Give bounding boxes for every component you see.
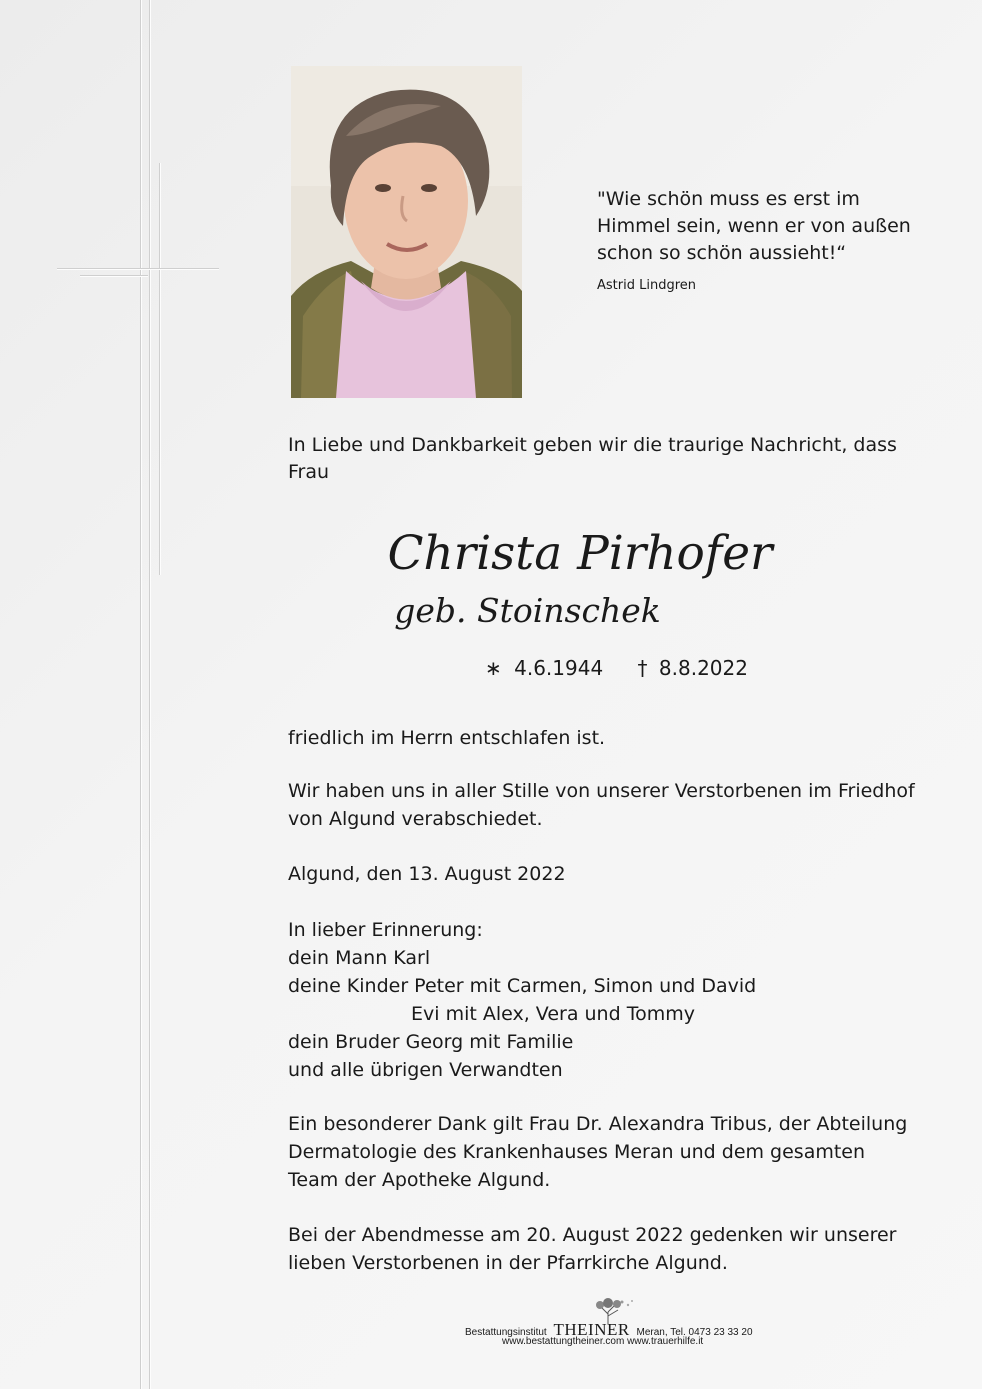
footer-web: www.bestattungtheiner.com www.trauerhilfe.it <box>502 1336 704 1347</box>
quote-author: Astrid Lindgren <box>597 278 696 293</box>
footer-contact: Meran, Tel. 0473 23 33 20 <box>636 1327 753 1338</box>
portrait-photo <box>291 66 522 398</box>
quote-line: schon so schön aussieht!“ <box>597 242 847 264</box>
intro-line: In Liebe und Dankbarkeit geben wir die traurige Nachricht, dass <box>288 434 897 456</box>
paragraph-line: lieben Verstorbenen in der Pfarrkirche Algund. <box>288 1252 728 1274</box>
birth-date: 4.6.1944 <box>514 656 604 680</box>
passed-text: friedlich im Herrn entschlafen ist. <box>288 727 606 749</box>
memory-heading: In lieber Erinnerung: <box>288 919 483 941</box>
deceased-name: Christa Pirhofer <box>387 526 773 581</box>
quote-line: "Wie schön muss es erst im <box>597 188 860 210</box>
paragraph-line: Wir haben uns in aller Stille von unserer Verstorbenen im Friedhof <box>288 780 915 802</box>
intro-text <box>288 432 928 486</box>
paragraph-line: Dermatologie des Krankenhauses Meran und dem gesamten <box>288 1141 866 1163</box>
thanks-paragraph <box>288 1110 938 1194</box>
asterisk-icon: ∗ <box>485 656 502 680</box>
intro-line: Frau <box>288 461 330 483</box>
mourner-line: dein Bruder Georg mit Familie <box>288 1031 574 1053</box>
mourner-line: deine Kinder Peter mit Carmen, Simon und David <box>288 975 757 997</box>
paragraph-line: von Algund verabschiedet. <box>288 808 543 830</box>
footer-brand: THEINER <box>553 1320 630 1339</box>
mourner-line: und alle übrigen Verwandten <box>288 1059 563 1081</box>
farewell-paragraph <box>288 777 938 833</box>
death-date: 8.8.2022 <box>658 656 748 680</box>
mourner-line: Evi mit Alex, Vera und Tommy <box>411 1003 695 1025</box>
mass-paragraph <box>288 1221 938 1277</box>
life-dates <box>485 655 748 681</box>
paragraph-line: Bei der Abendmesse am 20. August 2022 gedenken wir unserer <box>288 1224 897 1246</box>
paragraph-line: Team der Apotheke Algund. <box>288 1169 551 1191</box>
birth-name: geb. Stoinschek <box>394 591 661 630</box>
mourners-list <box>288 916 938 1084</box>
dagger-icon: † <box>637 656 648 680</box>
place-date: Algund, den 13. August 2022 <box>288 863 566 885</box>
paragraph-line: Ein besonderer Dank gilt Frau Dr. Alexandra Tribus, der Abteilung <box>288 1113 908 1135</box>
quote-line: Himmel sein, wenn er von außen <box>597 215 911 237</box>
quote <box>597 186 937 267</box>
mourner-line: dein Mann Karl <box>288 947 431 969</box>
footer-prefix: Bestattungsinstitut <box>465 1327 547 1338</box>
